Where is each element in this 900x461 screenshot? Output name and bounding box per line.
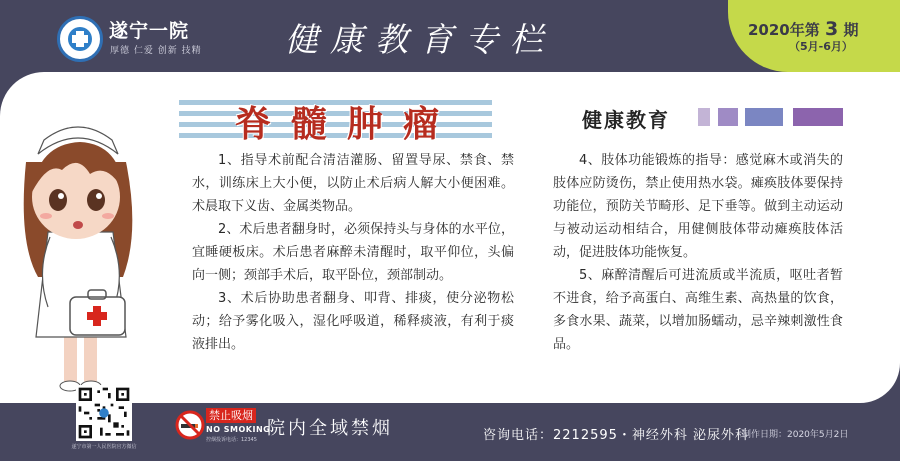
nurse-illustration xyxy=(8,92,153,392)
content-paragraph: 3、术后协助患者翻身、叩背、排痰，使分泌物松动；给予雾化吸入，湿化呼吸道，稀释痰液，有利于痰液排出。 xyxy=(192,291,514,352)
accent-square xyxy=(718,108,738,126)
made-date: 制作日期：2020年5月2日 xyxy=(742,430,849,440)
contact-info: 咨询电话：2212595・神经外科 泌尿外科 xyxy=(483,428,750,443)
accent-square xyxy=(793,108,843,126)
hospital-logo-icon xyxy=(57,16,103,62)
no-smoking-slogan: 院内全域禁烟 xyxy=(267,418,393,439)
hospital-motto: 厚德 仁爱 创新 技精 xyxy=(110,46,202,56)
issue-label: 2020年第 3 期 xyxy=(748,18,859,40)
no-smoking-english: NO SMOKING xyxy=(206,425,271,434)
content-paragraph: 2、术后患者翻身时，必须保持头与身体的水平位，宜睡硬板床。术后患者麻醉未清醒时，取平仰位，头偏向一侧；颈部手术后，取平卧位，颈部制动。 xyxy=(192,222,514,283)
accent-square xyxy=(698,108,710,126)
topic-title: 脊髓肿瘤 xyxy=(235,103,460,145)
content-left-column xyxy=(192,149,514,356)
issue-range: （5月-6月） xyxy=(789,40,853,53)
qr-caption: 遂宁市第一人民医院官方微信 xyxy=(71,444,137,450)
column-title: 健康教育专栏 xyxy=(285,20,555,59)
no-smoking-label: 禁止吸烟 xyxy=(206,408,256,423)
no-smoking-hotline: 控烟投诉电话：12345 xyxy=(206,437,257,443)
section-label: 健康教育 xyxy=(582,108,670,132)
wechat-qr-code-icon xyxy=(76,385,132,441)
content-paragraph: 1、指导术前配合清洁灌肠、留置导尿、禁食、禁水，训练床上大小便，以防止术后病人解大小便困难。术晨取下义齿、金属类物品。 xyxy=(192,153,514,214)
hospital-name: 遂宁一院 xyxy=(109,20,190,42)
content-right-column xyxy=(553,149,843,356)
content-paragraph: 4、肢体功能锻炼的指导：感觉麻木或消失的肢体应防烫伤，禁止使用热水袋。瘫痪肢体要保持功能位，预防关节畸形、足下垂等。做到主动运动与被动运动相结合，用健侧肢体带动瘫痪肢体活动，促进肢体功能恢复。 xyxy=(553,153,843,260)
accent-square xyxy=(745,108,783,126)
content-paragraph: 5、麻醉清醒后可进流质或半流质，呕吐者暂不进食，给予高蛋白、高维生素、高热量的饮食，多食水果、蔬菜，以增加肠蠕动，忌辛辣刺激性食品。 xyxy=(553,268,843,352)
